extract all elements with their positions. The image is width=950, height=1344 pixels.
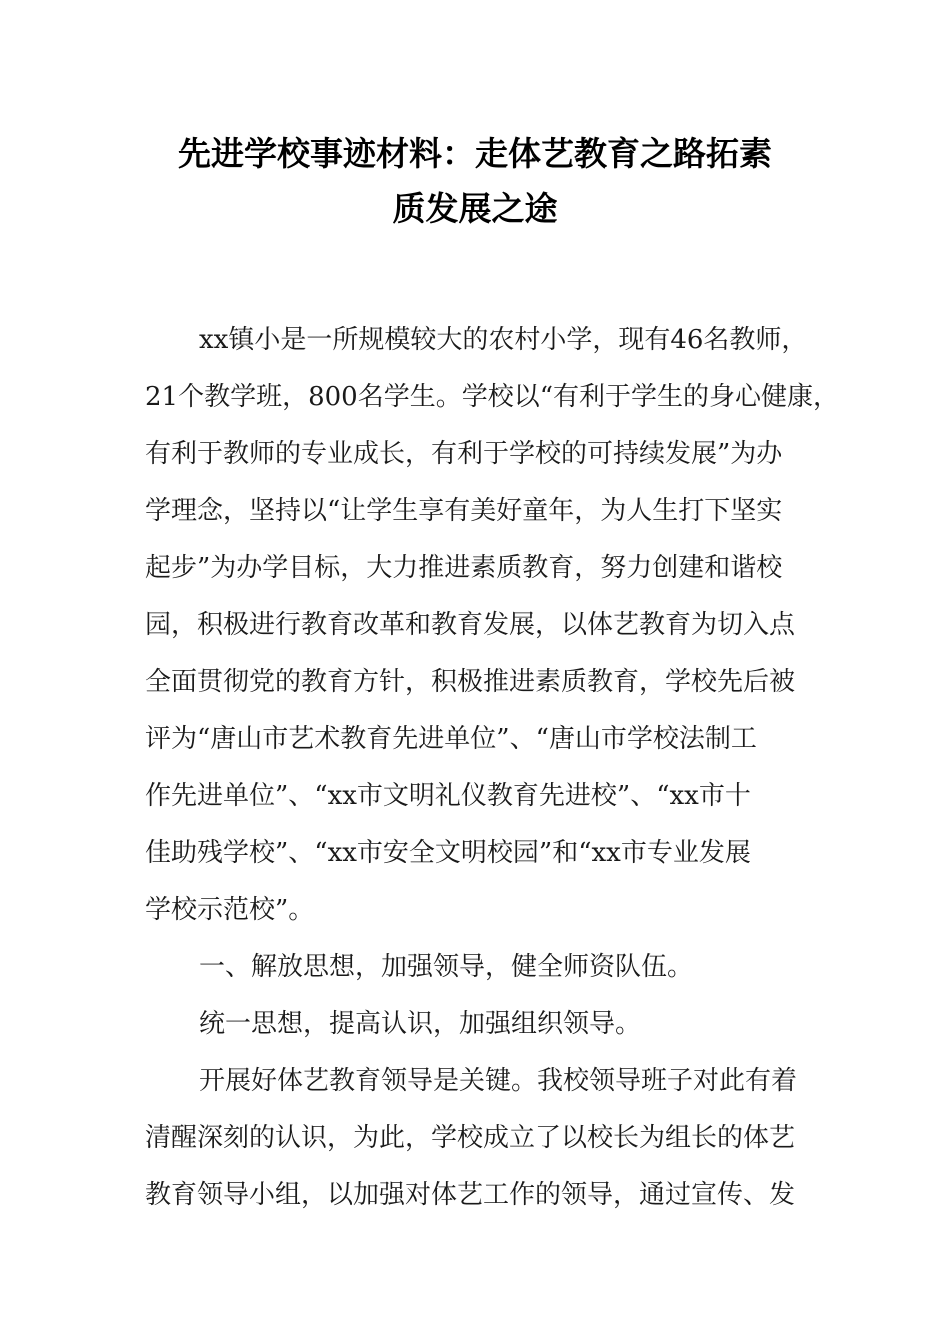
paragraph-1-line-7: 全面贯彻党的教育方针，积极推进素质教育，学校先后被	[145, 667, 796, 697]
paragraph-1-line-1: xx镇小是一所规模较大的农村小学，现有46名教师，	[199, 325, 808, 355]
paragraph-1-line-2: 21个教学班，800名学生。学校以“有利于学生的身心健康，	[145, 382, 840, 412]
paragraph-1-line-10: 佳助残学校”、“xx市安全文明校园”和“xx市专业发展	[145, 838, 751, 868]
subheading-1: 统一思想，提高认识，加强组织领导。	[199, 1009, 642, 1039]
paragraph-2-line-1: 开展好体艺教育领导是关键。我校领导班子对此有着	[199, 1066, 798, 1096]
paragraph-1-line-11: 学校示范校”。	[145, 895, 315, 925]
paragraph-2-line-3: 教育领导小组，以加强对体艺工作的领导，通过宣传、发	[145, 1180, 796, 1210]
paragraph-1-line-9: 作先进单位”、“xx市文明礼仪教育先进校”、“xx市十	[145, 781, 751, 811]
section-heading-1: 一、解放思想，加强领导，健全师资队伍。	[199, 952, 694, 982]
paragraph-1-line-8: 评为“唐山市艺术教育先进单位”、“唐山市学校法制工	[145, 724, 757, 754]
paragraph-1-line-6: 园，积极进行教育改革和教育发展，以体艺教育为切入点	[145, 610, 796, 640]
paragraph-2-line-2: 清醒深刻的认识，为此，学校成立了以校长为组长的体艺	[145, 1123, 796, 1153]
paragraph-1-line-4: 学理念，坚持以“让学生享有美好童年，为人生打下坚实	[145, 496, 783, 526]
paragraph-1-line-5: 起步”为办学目标，大力推进素质教育，努力创建和谐校	[145, 553, 783, 583]
document-title-line-1: 先进学校事迹材料：走体艺教育之路拓素	[178, 134, 772, 173]
document-title-line-2: 质发展之途	[392, 189, 558, 228]
paragraph-1-line-3: 有利于教师的专业成长，有利于学校的可持续发展”为办	[145, 439, 783, 469]
document-body	[145, 318, 840, 1230]
